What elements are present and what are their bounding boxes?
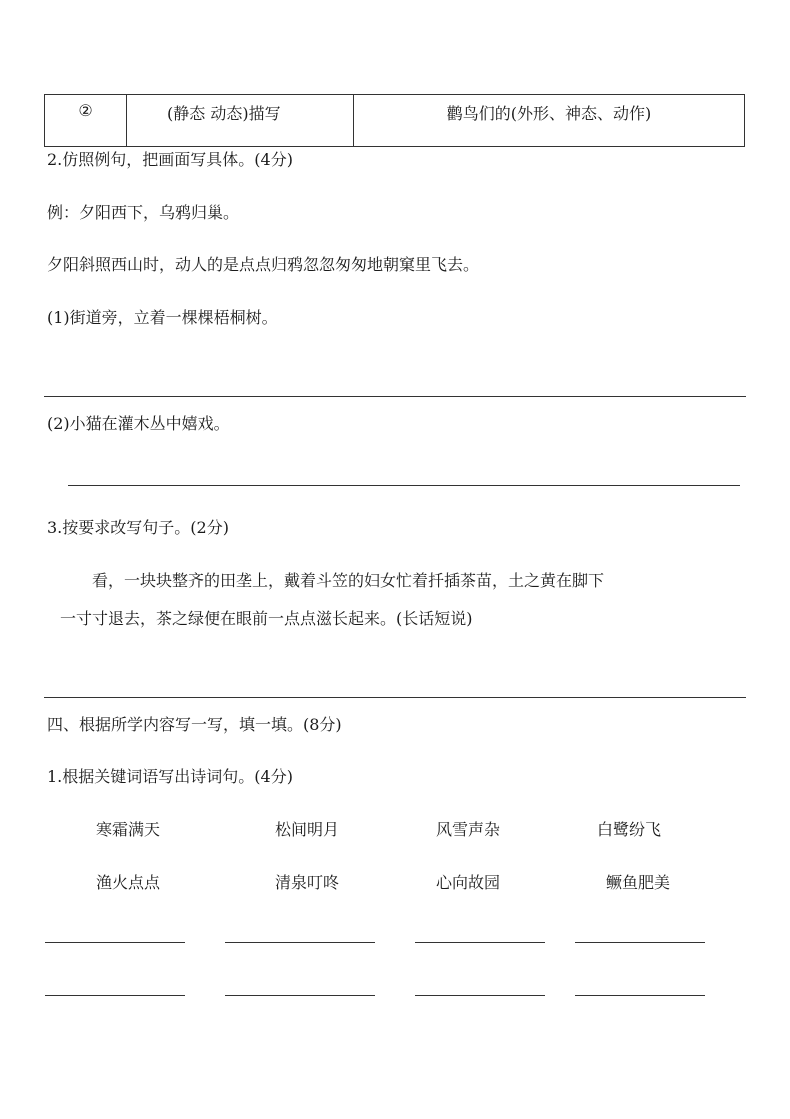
table-row	[45, 95, 745, 147]
answer-table	[44, 94, 745, 147]
keyword: 松间明月	[275, 820, 340, 839]
keyword: 渔火点点	[96, 873, 161, 892]
keyword: 清泉叮咚	[275, 873, 340, 892]
answer-line-poem[interactable]	[225, 942, 375, 943]
keyword: 鳜鱼肥美	[606, 873, 671, 892]
section4-title: 四、根据所学内容写一写，填一填。(8分)	[47, 715, 342, 734]
q3-title: 3.按要求改写句子。(2分)	[47, 518, 229, 537]
q3-sentence-line1: 看，一块块整齐的田垄上，戴着斗笠的妇女忙着扦插茶苗，土之黄在脚下	[92, 571, 605, 590]
answer-line-poem[interactable]	[575, 942, 705, 943]
q2-item1: (1)街道旁，立着一棵棵梧桐树。	[47, 308, 278, 327]
keyword: 风雪声杂	[436, 820, 501, 839]
answer-line-poem[interactable]	[225, 995, 375, 996]
q2-example: 例：夕阳西下，乌鸦归巢。	[47, 203, 240, 222]
keyword: 白鹭纷飞	[597, 820, 662, 839]
answer-line-poem[interactable]	[415, 942, 545, 943]
q3-sentence-line2: 一寸寸退去，茶之绿便在眼前一点点滋长起来。(长话短说)	[60, 609, 473, 628]
keyword: 寒霜满天	[96, 820, 161, 839]
description-content: 鹳鸟们的(外形、神态、动作)	[354, 95, 745, 147]
description-type: (静态 动态)描写	[127, 95, 354, 147]
answer-line-poem[interactable]	[575, 995, 705, 996]
answer-line-q2-2[interactable]	[68, 485, 740, 486]
section4-q1-title: 1.根据关键词语写出诗词句。(4分)	[47, 767, 293, 786]
answer-line-poem[interactable]	[45, 995, 185, 996]
answer-line-poem[interactable]	[45, 942, 185, 943]
row-number: ②	[45, 95, 127, 147]
q2-example-expanded: 夕阳斜照西山时，动人的是点点归鸦忽忽匆匆地朝窠里飞去。	[47, 255, 480, 274]
answer-line-poem[interactable]	[415, 995, 545, 996]
q2-item2: (2)小猫在灌木丛中嬉戏。	[47, 414, 230, 433]
q2-title: 2.仿照例句，把画面写具体。(4分)	[47, 150, 293, 169]
keyword: 心向故园	[436, 873, 501, 892]
answer-line-q3[interactable]	[44, 697, 746, 698]
answer-line-q2-1[interactable]	[44, 396, 746, 397]
